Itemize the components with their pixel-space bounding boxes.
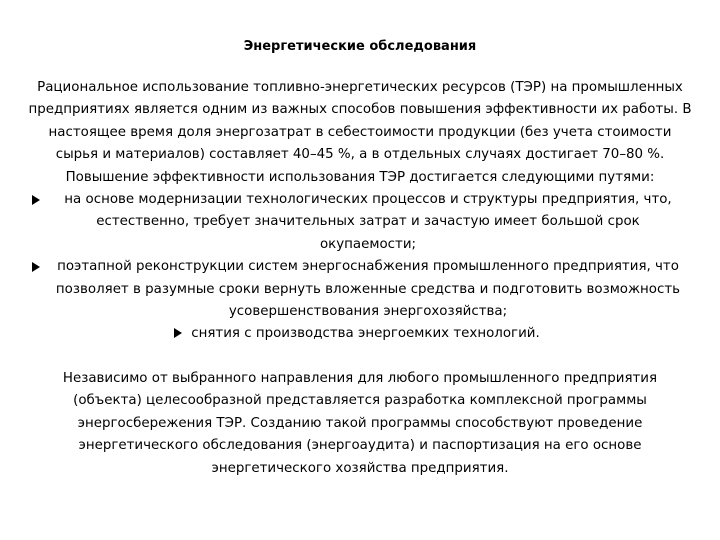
spacer xyxy=(28,346,692,368)
list-item xyxy=(28,189,692,256)
arrow-bullet-icon xyxy=(32,262,40,272)
list-item-text: поэтапной реконструкции систем энергоснабжения промышленного предприятия, что позволяет в разумные сроки вернуть вложенные средства и подготовить возможность усовершенствования энергохозяйства; xyxy=(55,259,681,320)
arrow-bullet-icon xyxy=(32,195,40,205)
list-item-text: на основе модернизации технологических процессов и структуры предприятия, что, естественно, требует значительных затрат и зачастую имеет большой срок окупаемости; xyxy=(64,192,672,252)
list-item xyxy=(28,256,692,323)
bullet-list xyxy=(28,189,692,346)
intro-paragraph: Рациональное использование топливно-энергетических ресурсов (ТЭР) на промышленных предприятиях является одним из важных способов повышения эффективности их работы. В настоящее время доля энергозатрат в себестоимости продукции (без учета стоимости сырья и материалов) составляет 40–45 %, а в отдельных случаях достигает 70–80 %. Повышение эффективности использования ТЭР достигается следующими путями: xyxy=(28,80,692,185)
list-item xyxy=(28,323,692,345)
arrow-bullet-icon xyxy=(174,328,182,338)
page-title: Энергетические обследования xyxy=(243,39,477,54)
list-item-text: снятия с производства энергоемких технологий. xyxy=(191,326,540,342)
conclusion-paragraph: Независимо от выбранного направления для любого промышленного предприятия (объекта) целесообразной представляется разработка комплексной программы энергосбережения ТЭР. Созданию такой программы способствуют проведение энергетического обследования (энергоаудита) и паспортизация на его основе энергетического хозяйства предприятия. xyxy=(62,370,658,476)
